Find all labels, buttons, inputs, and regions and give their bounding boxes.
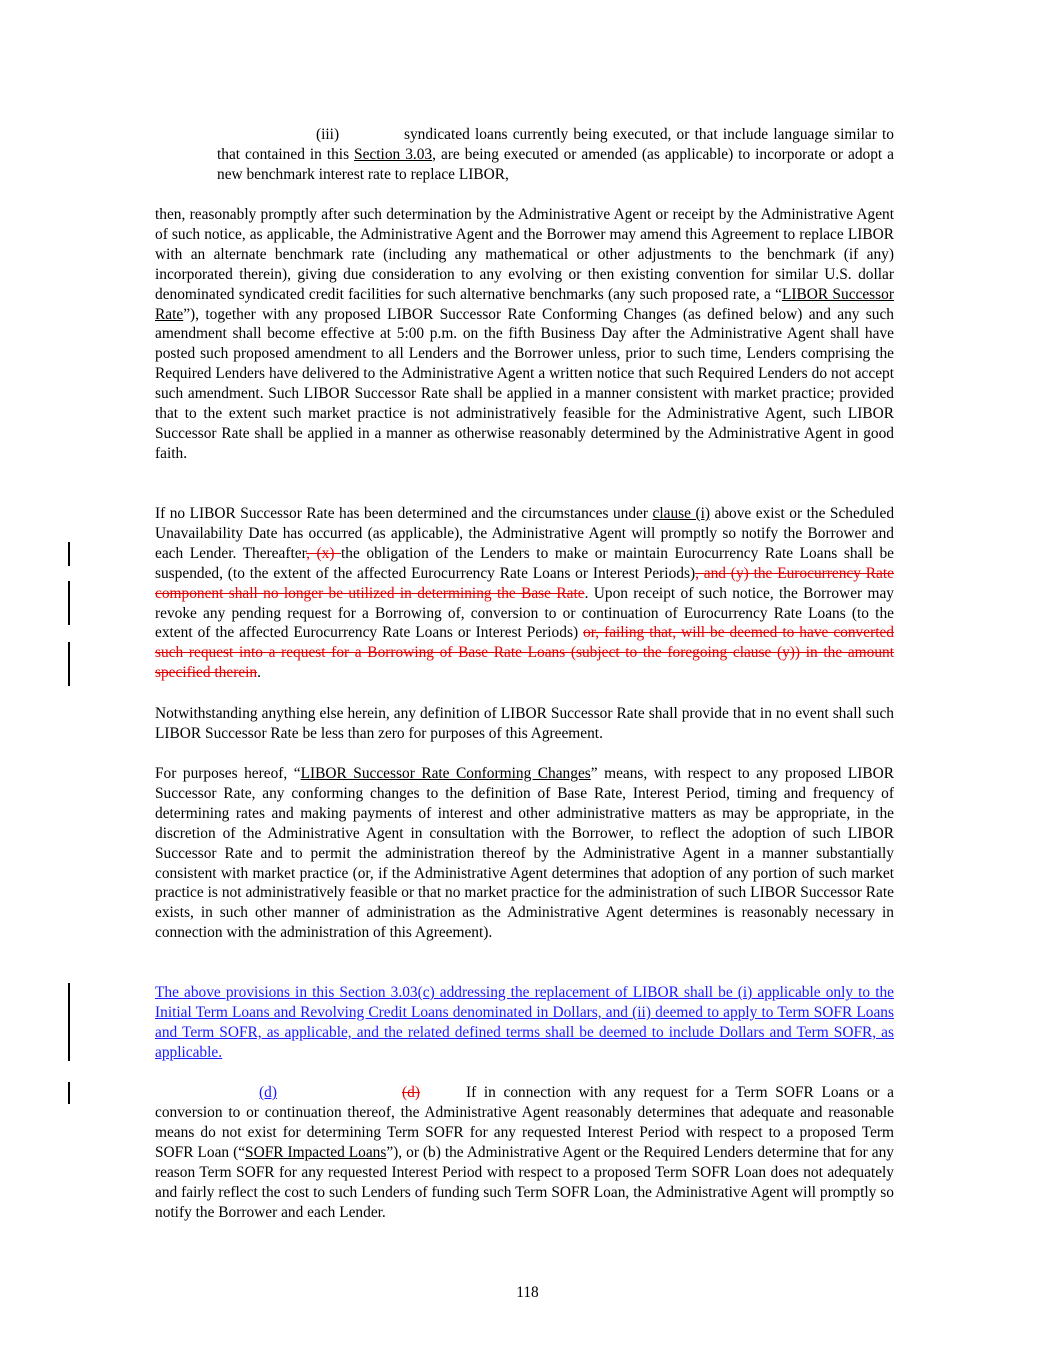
change-bar	[68, 581, 70, 625]
paragraph-d	[155, 1103, 894, 1222]
deleted-text-y: , and (y) the Eurocurrency Rate component shall no longer be utilized in determining the Base Rate	[155, 564, 894, 602]
paragraph-d-text-b: ”), or (b) the Administrative Agent or the Required Lenders determine that for any reason Term SOFR for any requested Interest Period with respect to a proposed Term SOFR Loan does not adequately and fairly reflect the cost to such Lenders of funding such Term SOFR Loan, the Administrative Agent will promptly so notify the Borrower and each Lender.	[155, 1143, 894, 1221]
defined-term-libor-successor-rate: LIBOR Successor Rate	[155, 285, 894, 323]
paragraph-inserted	[155, 983, 894, 1063]
paragraph-if-text-c: the obligation of the Lenders to make or maintain Eurocurrency Rate Loans shall be suspended, (to the extent of the affected Eurocurrency Rate Loans or Interest Periods)	[155, 544, 894, 582]
inserted-label-d: (d)	[259, 1084, 277, 1101]
paragraph-if-text-e: .	[257, 664, 261, 682]
deleted-text-x: , (x)	[306, 544, 342, 562]
item-iii-label: (iii)	[316, 126, 340, 143]
paragraph-if-text-a: If no LIBOR Successor Rate has been determined and the circumstances under	[155, 505, 653, 522]
paragraph-if-text-d: . Upon receipt of such notice, the Borrower may revoke any pending request for a Borrowing of, conversion to or continuation of Eurocurrency Rate Loans (to the extent of the affected Eurocurrency Rate Loans or Interest Periods)	[155, 584, 894, 642]
paragraph-if-text-b: above exist or the Scheduled Unavailability Date has occurred (as applicable), the Administrative Agent will promptly so notify the Borrower and each Lender. Thereafter	[155, 505, 895, 562]
paragraph-then-text-a: then, reasonably promptly after such determination by the Administrative Agent or receipt by the Administrative Agent of such notice, as applicable, the Administrative Agent and the Borrower may amend this Agreement to replace LIBOR with an alternate benchmark rate (including any mathematical or other adjustments to the benchmark (if any) incorporated therein), giving due consideration to any evolving or then existing convention for similar U.S. dollar denominated syndicated credit facilities for such alternative benchmarks (any such proposed rate, a “	[155, 206, 894, 303]
page-number: 118	[516, 1284, 539, 1301]
paragraph-for-purposes	[155, 764, 894, 943]
paragraph-purposes-text-a: For purposes hereof, “	[155, 765, 301, 782]
deleted-text-failing: or, failing that, will be deemed to have converted such request into a request for a Borrowing of Base Rate Loans (subject to the foregoing clause (y)) in the amount specified therein	[155, 624, 894, 682]
paragraph-notwithstanding-text: Notwithstanding anything else herein, any definition of LIBOR Successor Rate shall provide that in no event shall such LIBOR Successor Rate be less than zero for purposes of this Agreement.	[155, 705, 894, 742]
change-bar	[68, 983, 70, 1061]
change-bar	[68, 642, 70, 686]
item-iii-text-b: , are being executed or amended (as applicable) to incorporate or adopt a new benchmark interest rate to replace LIBOR,	[217, 145, 894, 183]
paragraph-then-text-b: ”), together with any proposed LIBOR Successor Rate Conforming Changes (as defined below) and any such amendment shall become effective at 5:00 p.m. on the fifth Business Day after the Administrative Agent shall have posted such proposed amendment to all Lenders and the Borrower unless, prior to such time, Lenders comprising the Required Lenders have delivered to the Administrative Agent a written notice that such Required Lenders do not accept such amendment. Such LIBOR Successor Rate shall be applied in a manner consistent with market practice; provided that to the extent such market practice is not administratively feasible for the Administrative Agent, such LIBOR Successor Rate shall be applied in a manner as otherwise reasonably determined by the Administrative Agent in good faith.	[155, 305, 894, 462]
paragraph-if-no-libor	[155, 504, 894, 683]
defined-term-conforming-changes: LIBOR Successor Rate Conforming Changes	[300, 765, 591, 782]
clause-reference: clause (i)	[652, 505, 710, 522]
paragraph-then	[155, 205, 894, 464]
paragraph-d-text-a: conversion to or continuation thereof, the Administrative Agent reasonably determines that adequate and reasonable means do not exist for determining Term SOFR for any requested Interest Period with respect to a proposed Term SOFR Loan (“	[155, 1104, 894, 1161]
defined-term-sofr-impacted-loans: SOFR Impacted Loans	[245, 1143, 387, 1161]
item-iii-text-a: syndicated loans currently being executed, or that include language similar to that contained in this	[217, 126, 894, 163]
paragraph-d-first-line-text: If in connection with any request for a Term SOFR Loans or a	[466, 1084, 894, 1101]
paragraph-notwithstanding	[155, 704, 894, 744]
item-iii	[217, 125, 894, 185]
change-bar	[68, 542, 70, 566]
section-reference: Section 3.03	[354, 145, 433, 163]
paragraph-d-first-line	[155, 1083, 894, 1103]
paragraph-purposes-text-b: ” means, with respect to any proposed LIBOR Successor Rate, any conforming changes to the definition of Base Rate, Interest Period, timing and frequency of determining rates and making payments of interest and other administrative matters as may be appropriate, in the discretion of the Administrative Agent in consultation with the Borrower, to reflect the adoption of such LIBOR Successor Rate and to permit the administration thereof by the Administrative Agent in a manner substantially consistent with market practice (or, if the Administrative Agent determines that adoption of any portion of such market practice is not administratively feasible or that no market practice for the administration of such LIBOR Successor Rate exists, in such other manner of administration as the Administrative Agent determines is reasonably necessary in connection with the administration of this Agreement).	[155, 765, 894, 942]
change-bar	[68, 1082, 70, 1104]
deleted-label-d: (d)	[402, 1084, 420, 1101]
inserted-text: The above provisions in this Section 3.03(c) addressing the replacement of LIBOR shall be (i) applicable only to the Initial Term Loans and Revolving Credit Loans denominated in Dollars, and (ii) deemed to apply to Term SOFR Loans and Term SOFR, as applicable, and the related defined terms shall be deemed to include Dollars and Term SOFR, as applicable.	[155, 984, 894, 1061]
